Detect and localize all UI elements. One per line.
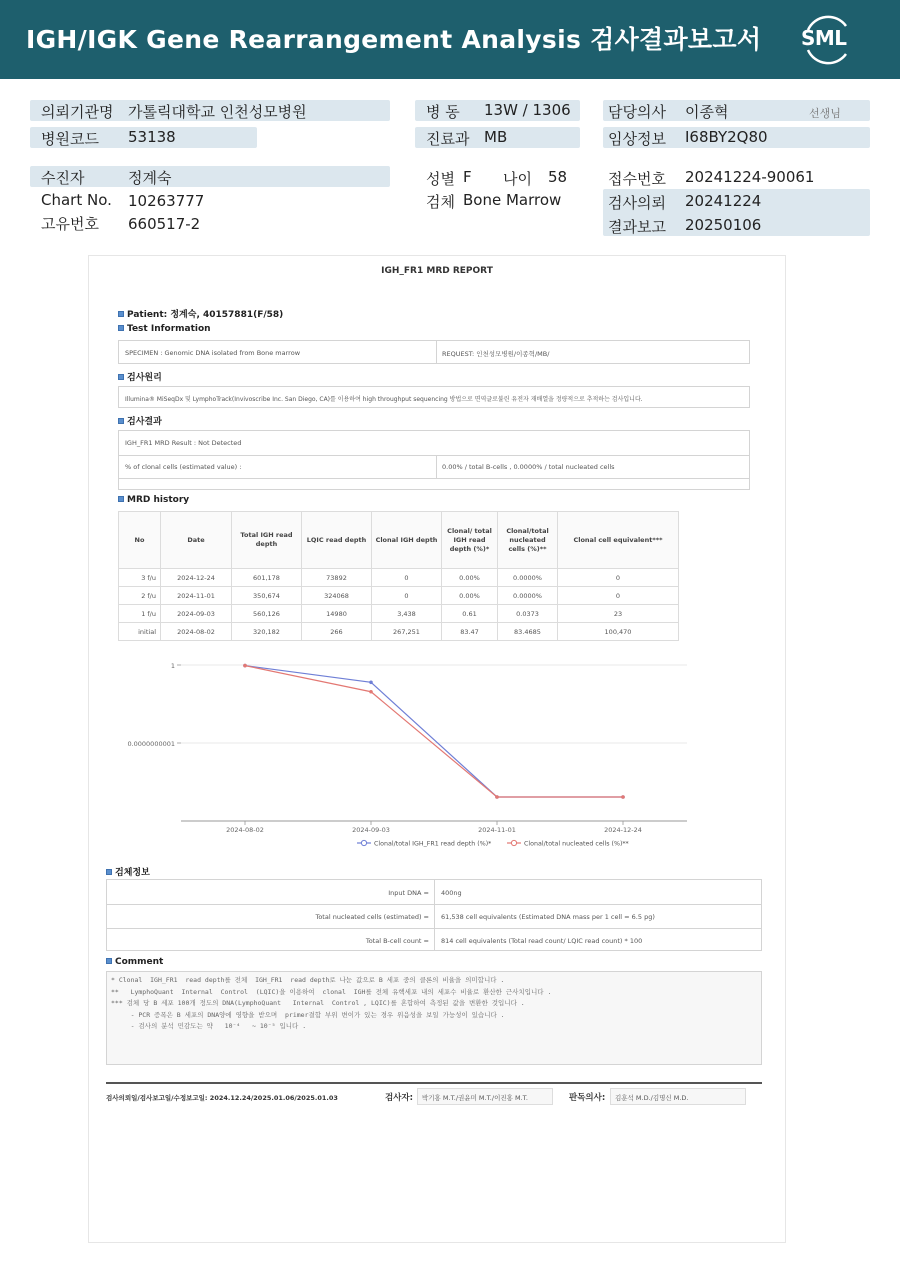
legend-swatch-marker xyxy=(361,840,366,845)
specimen-info-box xyxy=(106,879,762,951)
result-heading-text: 검사결과 xyxy=(127,417,162,427)
bullet-icon xyxy=(118,325,124,331)
legend-label: Clonal/total IGH_FR1 read depth (%)* xyxy=(374,840,492,848)
divider xyxy=(434,880,435,950)
reader-label: 판독의사: xyxy=(569,1093,606,1103)
cell: 324068 xyxy=(302,587,372,605)
col-no: No xyxy=(119,512,161,569)
cell: 266 xyxy=(302,623,372,641)
bcell-label: Total B-cell count = xyxy=(365,937,429,945)
result-text: IGH_FR1 MRD Result : Not Detected xyxy=(125,439,242,447)
cell: 0.00% xyxy=(442,587,498,605)
cell: 2024-09-03 xyxy=(161,605,232,623)
data-point xyxy=(243,664,247,668)
institution-label: 의뢰기관명 xyxy=(41,103,114,121)
mrd-history-heading xyxy=(118,495,189,505)
principle-box xyxy=(118,386,750,408)
x-tick-label: 2024-09-03 xyxy=(352,826,390,834)
col-clonal-nucleated: Clonal/total nucleated cells (%)** xyxy=(498,512,558,569)
ward-label: 병 동 xyxy=(426,103,460,121)
cell: 2024-12-24 xyxy=(161,569,232,587)
sex-value: F xyxy=(463,168,472,186)
cell: 560,126 xyxy=(232,605,302,623)
bullet-icon xyxy=(106,869,112,875)
x-tick-label: 2024-12-24 xyxy=(604,826,642,834)
divider xyxy=(436,341,437,363)
legend-label: Clonal/total nucleated cells (%)** xyxy=(524,840,629,848)
input-dna-value: 400ng xyxy=(441,889,462,897)
x-tick-label: 2024-11-01 xyxy=(478,826,516,834)
sml-logo xyxy=(796,12,856,66)
chart-no-value: 10263777 xyxy=(128,192,205,210)
receipt-value: 20241224-90061 xyxy=(685,168,815,186)
col-date: Date xyxy=(161,512,232,569)
bullet-icon xyxy=(118,374,124,380)
clinical-value: I68BY2Q80 xyxy=(685,128,768,146)
mrd-line-chart xyxy=(119,651,759,851)
table-row xyxy=(119,587,679,605)
chart-no-label: Chart No. xyxy=(41,191,112,209)
request-date-label: 검사의뢰 xyxy=(608,194,666,212)
page-title: IGH/IGK Gene Rearrangement Analysis 검사결과보고서 xyxy=(26,25,762,54)
specimen-value: Bone Marrow xyxy=(463,191,562,209)
mrd-history-table xyxy=(118,511,679,641)
test-info-heading xyxy=(118,324,211,334)
cell: 0.0000% xyxy=(498,569,558,587)
hospital-code-value: 53138 xyxy=(128,128,176,146)
comment-heading xyxy=(106,957,163,967)
dept-label: 진료과 xyxy=(426,130,470,148)
cell: 14980 xyxy=(302,605,372,623)
cell: 3 f/u xyxy=(119,569,161,587)
patient-value: 정계숙 xyxy=(128,169,172,187)
hospital-code-label: 병원코드 xyxy=(41,130,99,148)
col-lqic: LQIC read depth xyxy=(302,512,372,569)
bullet-icon xyxy=(118,496,124,502)
nucleated-value: 61,538 cell equivalents (Estimated DNA mass per 1 cell = 6.5 pg) xyxy=(441,913,655,921)
cell: initial xyxy=(119,623,161,641)
age-label: 나이 xyxy=(503,170,532,188)
report-title: IGH_FR1 MRD REPORT xyxy=(381,266,493,276)
divider xyxy=(119,478,749,479)
tester-value: 박기홍 M.T./권윤미 M.T./이진홍 M.T. xyxy=(417,1088,553,1105)
result-heading xyxy=(118,414,162,427)
cell: 2024-11-01 xyxy=(161,587,232,605)
cell: 350,674 xyxy=(232,587,302,605)
input-dna-label: Input DNA = xyxy=(388,889,429,897)
divider xyxy=(436,455,437,479)
cell: 0 xyxy=(558,569,679,587)
series-line-1 xyxy=(245,666,623,797)
report-date-value: 20250106 xyxy=(685,216,762,234)
cell: 2 f/u xyxy=(119,587,161,605)
cell: 23 xyxy=(558,605,679,623)
col-total-igh: Total IGH read depth xyxy=(232,512,302,569)
specimen-label: 검체 xyxy=(426,193,455,211)
principle-heading xyxy=(118,370,162,383)
receipt-label: 접수번호 xyxy=(608,170,666,188)
data-point xyxy=(369,690,373,694)
bullet-icon xyxy=(118,311,124,317)
data-point xyxy=(621,795,625,799)
specimen-text: SPECIMEN : Genomic DNA isolated from Bone marrow xyxy=(125,349,301,357)
cell: 0.0373 xyxy=(498,605,558,623)
clonal-value: 0.00% / total B-cells , 0.0000% / total nucleated cells xyxy=(442,463,615,471)
x-tick-label: 2024-08-02 xyxy=(226,826,264,834)
data-point xyxy=(369,680,373,684)
doctor-suffix: 선생님 xyxy=(809,107,841,120)
cell: 83.47 xyxy=(442,623,498,641)
test-info-box xyxy=(118,340,750,364)
comment-line: *** 검체 당 B 세포 100개 정도의 DNA(LymphoQuant Internal Control , LQIC)를 혼합하여 측정된 값을 변환한 것입니다 . xyxy=(111,999,525,1007)
cell: 2024-08-02 xyxy=(161,623,232,641)
cell: 1 f/u xyxy=(119,605,161,623)
cell: 0.61 xyxy=(442,605,498,623)
mrd-history-heading-text: MRD history xyxy=(127,495,190,505)
table-row xyxy=(119,623,679,641)
cell: 267,251 xyxy=(372,623,442,641)
institution-value: 가톨릭대학교 인천성모병원 xyxy=(128,103,307,121)
request-text: REQUEST: 인천성모병원/이종혁/MB/ xyxy=(442,350,550,358)
patient-line-text: Patient: 정계숙, 40157881(F/58) xyxy=(127,310,284,320)
footer-divider xyxy=(106,1082,762,1084)
age-value: 58 xyxy=(548,168,568,186)
cell: 0 xyxy=(372,569,442,587)
cell: 601,178 xyxy=(232,569,302,587)
clonal-label: % of clonal cells (estimated value) : xyxy=(125,463,242,471)
table-row xyxy=(119,569,679,587)
specimen-info-heading xyxy=(106,865,150,878)
specimen-info-heading-text: 검체정보 xyxy=(115,868,150,878)
comment-line: ** LymphoQuant Internal Control (LQIC)을 이용하여 clonal IGH를 전체 유핵세포 내의 세포수 비율로 환산한 근사치입니다 . xyxy=(111,987,552,996)
cell: 0 xyxy=(372,587,442,605)
bcell-value: 814 cell equivalents (Total read count/ LQIC read count) * 100 xyxy=(441,937,643,945)
col-clonal-igh: Clonal IGH depth xyxy=(372,512,442,569)
result-box xyxy=(118,430,750,490)
comment-heading-text: Comment xyxy=(115,957,164,967)
y-tick-label: 0.0000000001 xyxy=(127,740,175,748)
clinical-label: 임상정보 xyxy=(608,130,666,148)
tester-label: 검사자: xyxy=(385,1093,414,1103)
data-point xyxy=(495,795,499,799)
cell: 3,438 xyxy=(372,605,442,623)
cell: 0.0000% xyxy=(498,587,558,605)
footer-dates: 검사의뢰일/검사보고일/수정보고일: 2024.12.24/2025.01.06/2025.01.03 xyxy=(106,1094,338,1102)
cell: 0 xyxy=(558,587,679,605)
nucleated-label: Total nucleated cells (estimated) = xyxy=(315,913,429,921)
col-clonal-equivalent: Clonal cell equivalent*** xyxy=(558,512,679,569)
uid-value: 660517-2 xyxy=(128,215,201,233)
cell: 0.00% xyxy=(442,569,498,587)
cell: 83.4685 xyxy=(498,623,558,641)
comment-box xyxy=(106,971,762,1065)
comment-line: - PCR 증폭은 B 세포의 DNA양에 영향을 받으며 primer결합 부위 변이가 있는 경우 위음성을 보일 가능성이 있습니다 . xyxy=(111,1010,505,1019)
series-line-0 xyxy=(245,666,623,797)
patient-label: 수진자 xyxy=(41,169,85,187)
mrd-report xyxy=(88,255,786,1243)
legend-swatch-marker xyxy=(511,840,516,845)
cell: 100,470 xyxy=(558,623,679,641)
logo-text: SML xyxy=(801,26,847,50)
y-tick-label: 1 xyxy=(170,662,175,670)
report-header xyxy=(0,0,900,79)
sex-label: 성별 xyxy=(426,170,455,188)
dept-value: MB xyxy=(484,128,508,146)
report-date-label: 결과보고 xyxy=(608,218,666,236)
request-date-value: 20241224 xyxy=(685,192,762,210)
bullet-icon xyxy=(106,958,112,964)
patient-line xyxy=(118,307,283,320)
table-header-row xyxy=(119,512,679,569)
divider xyxy=(119,455,749,456)
ward-value: 13W / 1306 xyxy=(484,101,571,119)
reader-value: 김훈석 M.D./김명신 M.D. xyxy=(610,1088,746,1105)
table-row xyxy=(119,605,679,623)
doctor-value: 이종혁 xyxy=(685,103,729,121)
cell: 320,182 xyxy=(232,623,302,641)
col-clonal-total-igh: Clonal/ total IGH read depth (%)* xyxy=(442,512,498,569)
principle-text: Illumina® MiSeqDx 및 LymphoTrack(Invivoscribe Inc. San Diego, CA)를 이용하여 high throughput sequencing 방법으로 면역글로불린 유전자 재배열을 정량적으로 추적하는 검사입니다. xyxy=(125,396,643,403)
comment-line: - 검사의 분석 민감도는 약 10⁻⁴ ~ 10⁻⁵ 입니다 . xyxy=(111,1022,307,1030)
bullet-icon xyxy=(118,418,124,424)
test-info-heading-text: Test Information xyxy=(127,324,211,334)
comment-line: * Clonal IGH_FR1 read depth를 전체 IGH_FR1 read depth로 나눈 값으로 B 세포 중의 클론의 비율을 의미합니다 . xyxy=(111,976,505,984)
uid-label: 고유번호 xyxy=(41,215,99,233)
doctor-label: 담당의사 xyxy=(608,103,666,121)
principle-heading-text: 검사원리 xyxy=(127,373,162,383)
cell: 73892 xyxy=(302,569,372,587)
